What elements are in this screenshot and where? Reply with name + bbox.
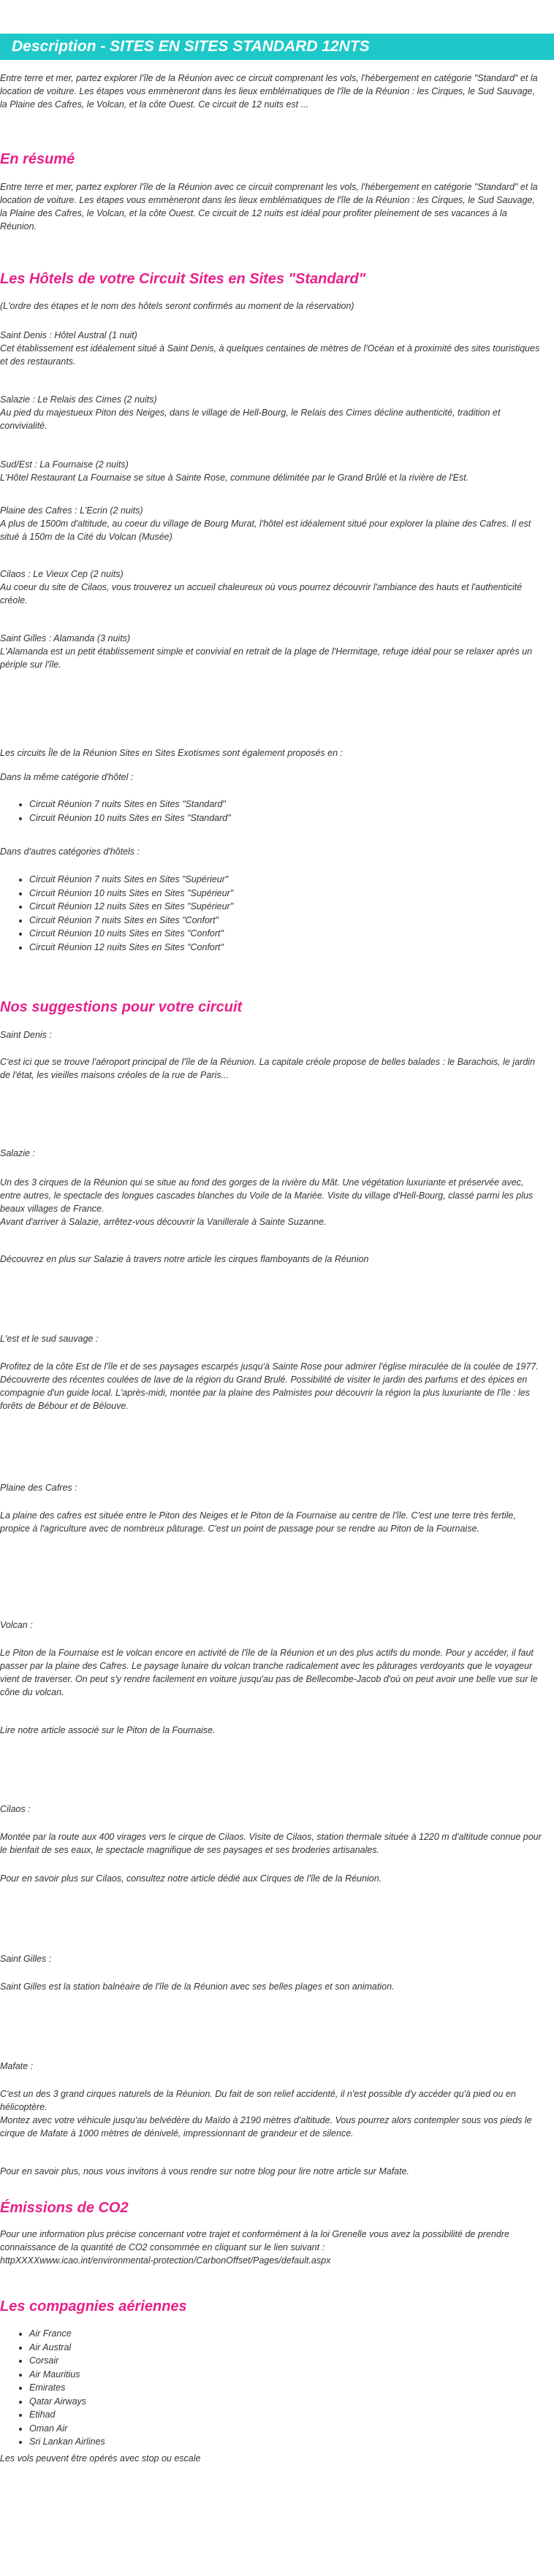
airline-item: • Corsair	[29, 2354, 105, 2368]
salazie-paragraph: Un des 3 cirques de la Réunion qui se situe au fond des gorges de la rivière du Mât. Une végétation luxuriante et préservée avec, entre autres, le spectacle des longues cascades blanches du Voile de la Mariée. Visite du village d'Hell-Bourg, classé parmi les plus beaux villages de France.	[0, 1177, 534, 1214]
airlines-heading: Les compagnies aériennes	[0, 2298, 187, 2315]
hotel-description: A plus de 1500m d'altitude, au coeur du village de Bourg Murat, l'hôtel est idéalement situé pour explorer la plaine des Cafres. Il est situé à 150m de la Cité du Volcan (Musée)	[0, 519, 531, 542]
stdenis-label: Saint Denis :	[0, 1030, 52, 1040]
salazie-label: Salazie :	[0, 1148, 35, 1158]
hotel-name: Sud/Est : La Fournaise (2 nuits)	[0, 459, 129, 470]
same-category-label: Dans la même catégorie d'hôtel :	[0, 772, 134, 782]
co2-text	[0, 2228, 544, 2267]
volcan-more-link[interactable]: Lire notre article associé sur le Piton de la Fournaise.	[0, 1725, 216, 1735]
salazie-text	[0, 1176, 544, 1228]
resume-heading: En résumé	[0, 151, 75, 167]
description-banner: Description - SITES EN SITES STANDARD 12NTS	[0, 34, 554, 60]
hotel-description: Au coeur du site de Cilaos, vous trouverez un accueil chaleureux où vous pourrez découvrir l'ambiance des hauts et l'authenticité créole.	[0, 582, 523, 605]
co2-link[interactable]: httpXXXXwww.icao.int/environmental-protection/CarbonOffset/Pages/default.aspx	[0, 2255, 331, 2266]
hotel-name: Plaine des Cafres : L'Ecrin (2 nuits)	[0, 505, 143, 516]
airline-item: • Sri Lankan Airlines	[29, 2435, 105, 2449]
circuit-link[interactable]: • Circuit Réunion 12 nuits Sites en Sites "Supérieur"	[29, 900, 233, 914]
volcan-label: Volcan :	[0, 1620, 33, 1630]
stgilles-text: Saint Gilles est la station balnéaire de l'île de la Réunion avec ses belles plages et son animation.	[0, 1981, 395, 1992]
cilaos-text: Montée par la route aux 400 virages vers le cirque de Cilaos. Visite de Cilaos, station thermale située à 1220 m d'altitude connue pour le bienfait de ses eaux, le spectacle magnifique de ses paysages et ses broderies artisanales.	[0, 1832, 542, 1855]
other-category-label: Dans d'autres catégories d'hôtels :	[0, 846, 140, 857]
mafate-paragraph: C'est un des 3 grand cirques naturels de la Réunion. Du fait de son relief accidenté, il n'est possible d'y accéder qu'à pied ou en hélicoptère.	[0, 2089, 516, 2112]
airline-item: • Emirates	[29, 2381, 105, 2395]
cafres-text: La plaine des cafres est située entre le Piton des Neiges et le Piton de la Fournaise au centre de l'île. C'est une terre très fertile, propice à l'agriculture avec de nombreux pâturage. C'est un point de passage pour se rendre au Piton de la Fournaise.	[0, 1510, 516, 1534]
hotel-item	[0, 393, 544, 432]
circuit-link[interactable]: • Circuit Réunion 7 nuits Sites en Sites "Supérieur"	[29, 873, 233, 887]
hotel-description: L'Hôtel Restaurant La Fournaise se situe à Sainte Rose, commune délimitée par le Grand Brûlé et la rivière de l'Est.	[0, 473, 469, 483]
same-category-list	[0, 798, 231, 825]
volcan-text: Le Piton de la Fournaise est le volcan encore en activité de l'île de la Réunion et un des plus actifs du monde. Pour y accéder, il faut passer par la plaine des Cafres. Le paysage lunaire du volcan tranche radicalement avec les pâturages verdoyants que le voyageur vient de traverser. On peut s'y rendre facilement en voiture jusqu'au pas de Bellecombe-Jacob d'où on peut avoir une belle vue sur le cône du volcan.	[0, 1648, 538, 1697]
mafate-paragraph-2: Montez avec votre véhicule jusqu'au belvédère du Maïdo à 2190 mètres d'altitude. Vous pourrez alors contempler sous vos pieds le cirque de Mafate à 1000 mètres de dénivelé, impressionnant de grandeur et de silence.	[0, 2115, 532, 2139]
cilaos-more-link[interactable]: Pour en savoir plus sur Cilaos, consultez notre article dédié aux Cirques de l'île de la Réunion.	[0, 1873, 382, 1884]
hotel-name: Salazie : Le Relais des Cimes (2 nuits)	[0, 394, 157, 405]
airline-item: • Air France	[29, 2327, 105, 2341]
stdenis-text: C'est ici que se trouve l'aéroport principal de l'île de la Réunion. La capitale créole propose de belles balades : le Barachois, le jardin de l'état, les vieilles maisons créoles de la rue de Paris...	[0, 1057, 535, 1080]
airlines-list	[0, 2327, 105, 2449]
mafate-more-link[interactable]: Pour en savoir plus, nous vous invitons à vous rendre sur notre blog pour lire notre article sur Mafate.	[0, 2166, 410, 2176]
hotel-name: Cilaos : Le Vieux Cep (2 nuits)	[0, 569, 124, 579]
resume-text: Entre terre et mer, partez explorer l'île de la Réunion avec ce circuit comprenant les vols, l'hébergement en catégorie "Standard" et la location de voiture. Les étapes vous emmèneront dans les lieux emblématiques de l'île de la Réunion : les Cirques, le Sud Sauvage, la Plaine des Cafres, le Volcan, et la côte Ouest. Ce circuit de 12 nuits est idéal pour profiter pleinement de ses vacances à la Réunion.	[0, 182, 538, 232]
circuit-link[interactable]: • Circuit Réunion 7 nuits Sites en Sites "Standard"	[29, 798, 231, 811]
stgilles-label: Saint Gilles :	[0, 1954, 52, 1964]
co2-heading: Émissions de CO2	[0, 2200, 129, 2216]
salazie-paragraph-2: Avant d'arriver à Salazie, arrêtez-vous découvrir la Vanillerale à Sainte Suzanne.	[0, 1217, 327, 1227]
circuit-link[interactable]: • Circuit Réunion 12 nuits Sites en Sites "Confort"	[29, 941, 233, 955]
circuits-intro: Les circuits Île de la Réunion Sites en Sites Exotismes sont également proposés en :	[0, 748, 344, 758]
hotel-item	[0, 632, 544, 671]
hotels-heading: Les Hôtels de votre Circuit Sites en Sites "Standard"	[0, 271, 366, 287]
hotel-description: Cet établissement est idéalement situé à Saint Denis, à quelques centaines de mètres de l'Océan et à proximité des sites touristiques et des restaurants.	[0, 343, 540, 367]
salazie-more-link[interactable]: Découvrez en plus sur Salazie à travers notre article les cirques flamboyants de la Réunion	[0, 1254, 369, 1264]
hotel-name: Saint Denis : Hôtel Austral (1 nuit)	[0, 330, 137, 340]
circuit-link[interactable]: • Circuit Réunion 10 nuits Sites en Sites "Supérieur"	[29, 887, 233, 901]
airline-item: • Etihad	[29, 2408, 105, 2422]
mafate-text	[0, 2087, 544, 2140]
airline-item: • Air Austral	[29, 2341, 105, 2355]
intro-text: Entre terre et mer, partez explorer l'île de la Réunion avec ce circuit comprenant les vols, l'hébergement en catégorie "Standard" et la location de voiture. Les étapes vous emmèneront dans les lieux emblématiques de l'île de la Réunion : les Cirques, le Sud Sauvage, la Plaine des Cafres, le Volcan, et la côte Ouest. Ce circuit de 12 nuits est ...	[0, 73, 538, 110]
airline-item: • Oman Air	[29, 2422, 105, 2436]
airline-item: • Qatar Airways	[29, 2395, 105, 2409]
hotel-item	[0, 567, 544, 607]
hotel-name: Saint Gilles : Alamanda (3 nuits)	[0, 633, 131, 643]
hotel-item	[0, 504, 544, 543]
circuit-link[interactable]: • Circuit Réunion 10 nuits Sites en Sites "Standard"	[29, 811, 231, 825]
suggestions-heading: Nos suggestions pour votre circuit	[0, 999, 243, 1015]
co2-paragraph: Pour une information plus précise concernant votre trajet et conformément à la loi Grenelle vous avez la possibilité de prendre connaissance de la quantité de CO2 consommée en cliquant sur le lien suivant :	[0, 2229, 509, 2252]
hotel-description: L'Alamanda est un petit établissement simple et convivial en retrait de la plage de l'Hermitage, refuge idéal pour se relaxer après un périple sur l'île.	[0, 646, 533, 670]
circuit-link[interactable]: • Circuit Réunion 10 nuits Sites en Sites "Confort"	[29, 927, 233, 941]
est-text: Profitez de la côte Est de l'île et de ses paysages escarpés jusqu'à Sainte Rose pour admirer l'église miraculée de la coulée de 1977. Découvrerte des récentes coulées de lave de la région du Grand Brulé. Possibilité de visiter le jardin des parfums et des épices en compagnie d'un guide local. L'après-midi, montée par la plaine des Palmistes pour découvrir la région la plus luxuriante de l'île : les forêts de Bébour et de Bélouve.	[0, 1361, 539, 1411]
airline-item: • Air Mauritius	[29, 2368, 105, 2382]
circuit-link[interactable]: • Circuit Réunion 7 nuits Sites en Sites "Confort"	[29, 914, 233, 928]
other-category-list	[0, 873, 233, 954]
est-label: L'est et le sud sauvage :	[0, 1334, 99, 1344]
hotel-description: Au pied du majestueux Piton des Neiges, dans le village de Hell-Bourg, le Relais des Cimes décline authenticité, tradition et convivialité.	[0, 408, 501, 431]
hotels-note: (L'ordre des étapes et le nom des hôtels seront confirmés au moment de la réservation)	[0, 301, 354, 311]
hotel-item	[0, 329, 544, 368]
airlines-footer: Les vols peuvent être opérés avec stop ou escale	[0, 2453, 201, 2464]
mafate-label: Mafate :	[0, 2061, 34, 2071]
cilaos-label: Cilaos :	[0, 1804, 31, 1814]
hotel-item	[0, 458, 544, 484]
cafres-label: Plaine des Cafres :	[0, 1483, 77, 1493]
